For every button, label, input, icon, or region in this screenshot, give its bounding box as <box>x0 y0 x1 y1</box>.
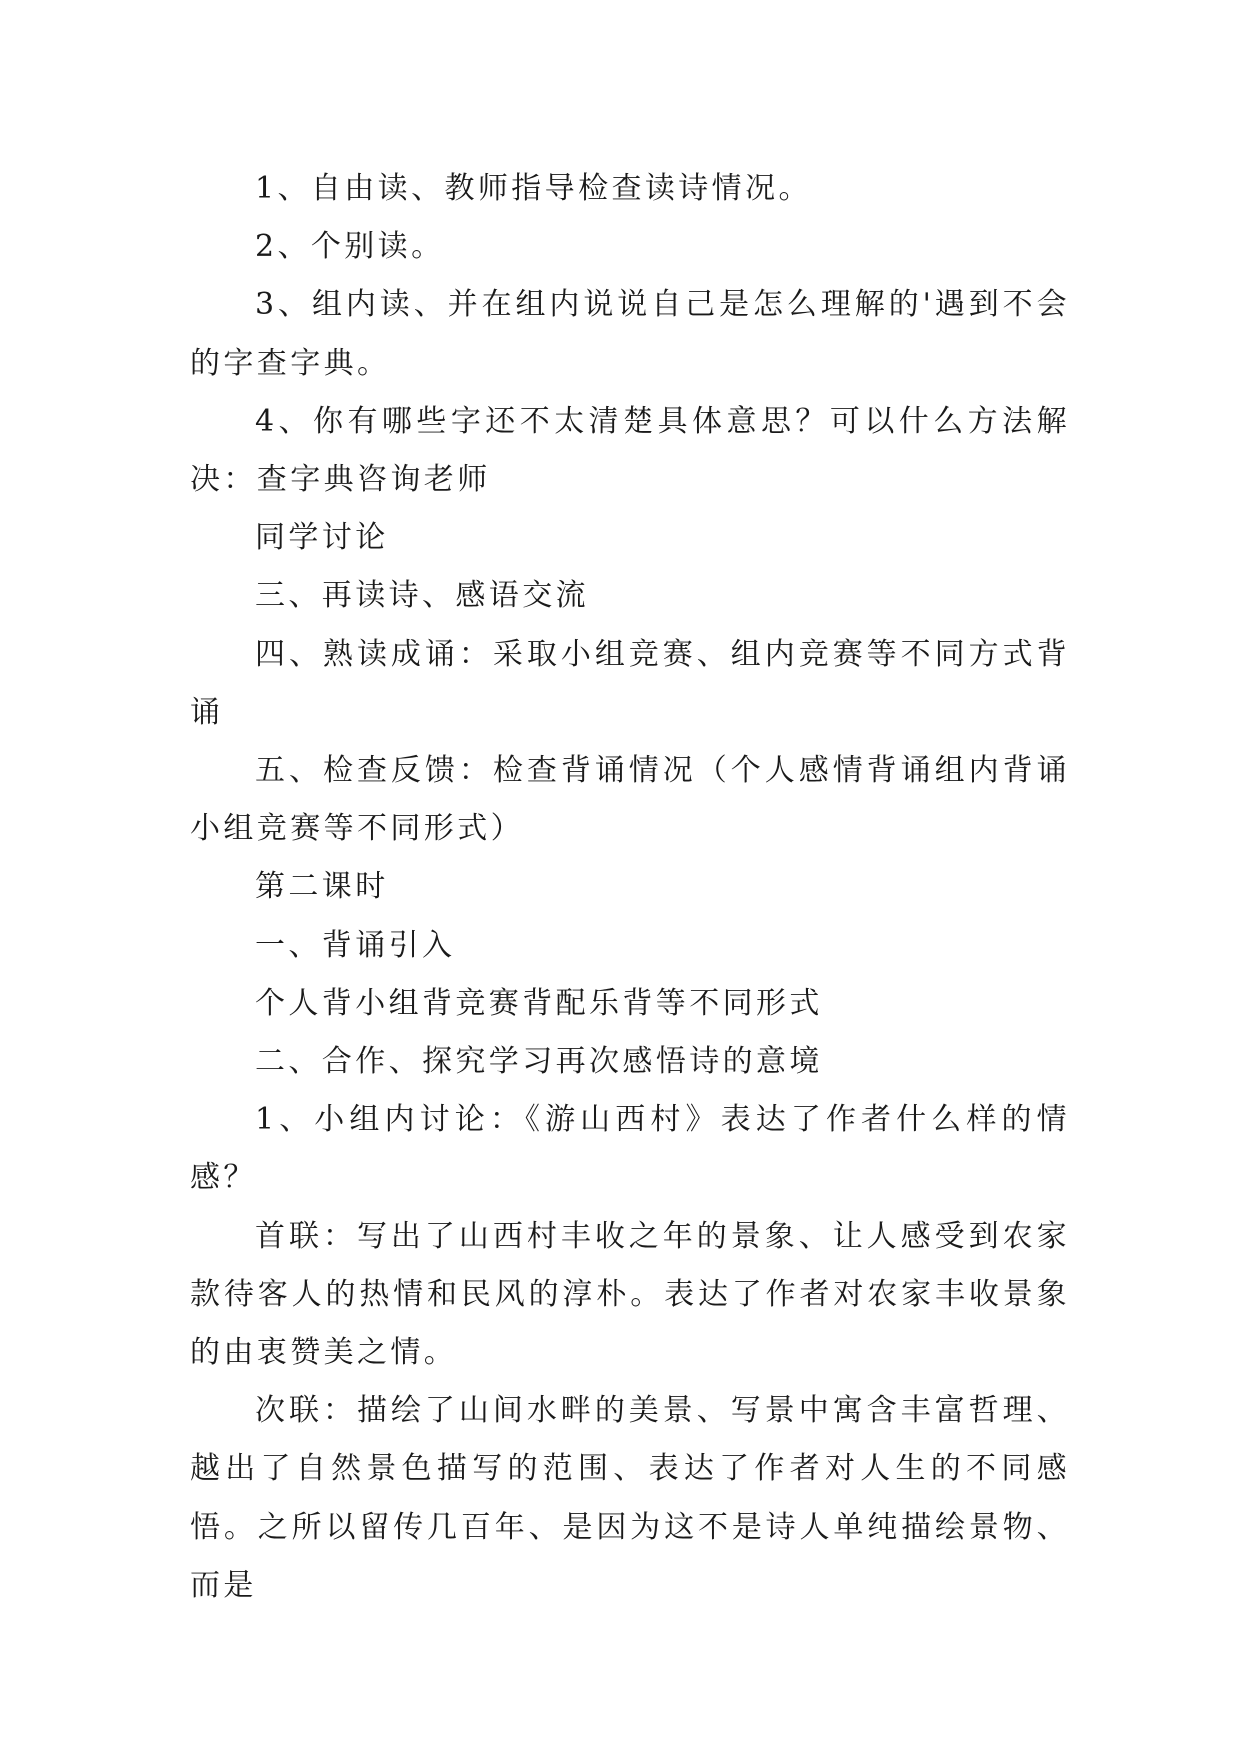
section-heading-second-lesson: 第二课时 <box>255 869 389 905</box>
paragraph-13: 1、小组内讨论：《游山西村》表达了作者什么样的情感？ <box>190 1102 1070 1196</box>
paragraph-5: 同学讨论 <box>255 520 389 556</box>
paragraph-3: 3、组内读、并在组内说说自己是怎么理解的'遇到不会的字查字典。 <box>190 287 1070 381</box>
paragraph-14: 首联：写出了山西村丰收之年的景象、让人感受到农家款待客人的热情和民风的淳朴。表达了作者对农家丰收景象的由衷赞美之情。 <box>190 1218 1070 1371</box>
paragraph-8: 五、检查反馈：检查背诵情况（个人感情背诵组内背诵小组竞赛等不同形式） <box>190 753 1070 847</box>
paragraph-15: 次联：描绘了山间水畔的美景、写景中寓含丰富哲理、越出了自然景色描写的范围、表达了作者对人生的不同感悟。之所以留传几百年、是因为这不是诗人单纯描绘景物、而是 <box>190 1393 1070 1603</box>
paragraph-10: 一、背诵引入 <box>255 927 456 963</box>
paragraph-4: 4、你有哪些字还不太清楚具体意思？可以什么方法解决：查字典咨询老师 <box>190 403 1070 498</box>
paragraph-2: 2、个别读。 <box>255 229 445 265</box>
paragraph-1: 1、自由读、教师指导检查读诗情况。 <box>255 171 812 206</box>
document-body <box>190 160 1070 1615</box>
paragraph-12: 二、合作、探究学习再次感悟诗的意境 <box>255 1044 823 1080</box>
paragraph-7: 四、熟读成诵：采取小组竞赛、组内竞赛等不同方式背诵 <box>190 636 1070 730</box>
paragraph-11: 个人背小组背竞赛背配乐背等不同形式 <box>255 985 823 1021</box>
paragraph-6: 三、再读诗、感语交流 <box>255 578 589 614</box>
